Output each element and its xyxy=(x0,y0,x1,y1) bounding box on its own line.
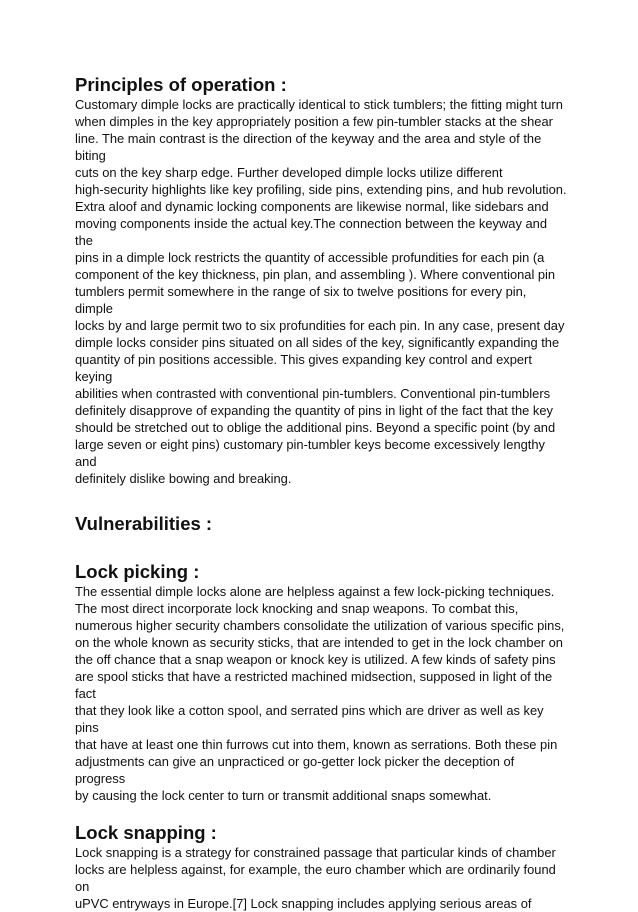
heading-vulnerabilities: Vulnerabilities : xyxy=(75,513,213,534)
paragraph-lock-snapping: Lock snapping is a strategy for constrained passage that particular kinds of chamber locks are helpless against, for example, the euro chamber which are ordinarily found on uPVC entryways in Europe.[7] Lock snapping includes applying serious areas of xyxy=(75,845,556,911)
paragraph-principles-of-operation: Customary dimple locks are practically identical to stick tumblers; the fitting might turn when dimples in the key appropriately position a few pin-tumbler stacks at the shear line. The main contrast is the direction of the keyway and the area and style of the biting cuts on the key sharp edge. Further developed dimple locks utilize different high-security highlights like key profiling, side pins, extending pins, and hub revolution. Extra aloof and dynamic locking components are likewise normal, like sidebars and moving components inside the actual key.The connection between the keyway and the pins in a dimple lock restricts the quantity of accessible profundities for each pin (a component of the key thickness, pin plan, and assembling ). Where conventional pin tumblers permit somewhere in the range of six to twelve positions for every pin, dimple locks by and large permit two to six profundities for each pin. In any case, present day dimple locks consider pins situated on all sides of the key, significantly expanding the quantity of pin positions accessible. This gives expanding key control and expert keying abilities when contrasted with conventional pin-tumblers. Conventional pin-tumblers definitely disapprove of expanding the quantity of pins in light of the fact that the key should be stretched out to oblige the additional pins. Beyond a specific point (by and large seven or eight pins) customary pin-tumbler keys become excessively lengthy and definitely dislike bowing and breaking. xyxy=(75,97,567,486)
section-spacer xyxy=(75,535,567,561)
section-spacer xyxy=(75,487,567,513)
heading-lock-picking: Lock picking : xyxy=(75,561,200,582)
paragraph-lock-picking: The essential dimple locks alone are helpless against a few lock-picking techniques. The most direct incorporate lock knocking and snap weapons. To combat this, numerous higher security chambers consolidate the utilization of various specific pins, on the whole known as security sticks, that are intended to get in the lock chamber on the off chance that a snap weapon or knock key is utilized. A few kinds of safety pins are spool sticks that have a restricted machined midsection, supposed in light of the fact that they look like a cotton spool, and serrated pins which are driver as well as key pins that have at least one thin furrows cut into them, known as serrations. Both these pin adjustments can give an unpracticed or go-getter lock picker the deception of progress by causing the lock center to turn or transmit additional snaps somewhat. xyxy=(75,584,565,803)
heading-lock-snapping: Lock snapping : xyxy=(75,822,217,843)
section-spacer xyxy=(75,804,567,822)
document-page xyxy=(75,74,567,912)
heading-principles-of-operation: Principles of operation : xyxy=(75,74,287,95)
